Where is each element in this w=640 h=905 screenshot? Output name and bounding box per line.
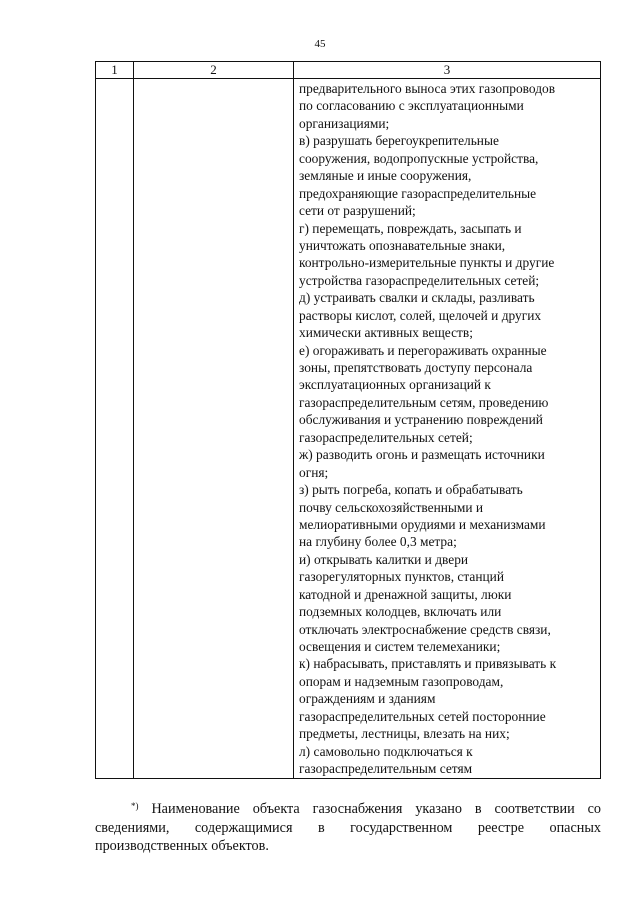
column-3-cell	[294, 79, 601, 779]
footnote-line	[95, 800, 601, 819]
footnote-text: Наименование объекта газоснабжения указано в соответствии со	[151, 801, 602, 817]
text-line: в) разрушать берегоукрепительные	[299, 133, 499, 149]
text-line: зоны, препятствовать доступу персонала	[299, 360, 533, 375]
column-header-3: 3	[294, 62, 601, 79]
text-line: сооружения, водопропускные устройства,	[299, 150, 539, 166]
text-line: опорам и надземным газопроводам,	[299, 673, 504, 689]
text-line: газорегуляторных пунктов, станций	[299, 569, 505, 585]
text-line: и) открывать калитки и двери	[299, 551, 469, 567]
text-line: ж) разводить огонь и размещать источники	[299, 447, 545, 463]
column-2-cell	[134, 79, 294, 779]
text-line: уничтожать опознавательные знаки,	[299, 237, 506, 253]
text-line: растворы кислот, солей, щелочей и других	[299, 307, 542, 323]
text-line: е) огораживать и перегораживать охранные	[299, 342, 547, 358]
text-line: г) перемещать, повреждать, засыпать и	[299, 220, 522, 236]
text-line: предварительного выноса этих газопроводов	[299, 81, 556, 96]
text-line: л) самовольно подключаться к	[299, 743, 473, 759]
column-1-cell	[96, 79, 134, 779]
text-line: освещения и систем телемеханики;	[299, 639, 501, 654]
text-line: предохраняющие газораспределительные	[299, 185, 537, 201]
text-line: обслуживания и устранению повреждений	[299, 412, 543, 428]
text-line: почву сельскохозяйственными и	[299, 499, 484, 515]
text-line: газораспределительных сетей;	[299, 429, 473, 445]
text-line: мелиоративными орудиями и механизмами	[299, 516, 546, 532]
text-line: отключать электроснабжение средств связи,	[299, 621, 551, 637]
text-line: контрольно-измерительные пункты и другие	[299, 255, 555, 271]
footnote-marker: *)	[131, 801, 139, 811]
text-line: эксплуатационных организаций к	[299, 377, 491, 393]
text-line: д) устраивать свалки и склады, разливать	[299, 290, 535, 306]
page-number: 45	[314, 38, 326, 50]
text-line: з) рыть погреба, копать и обрабатывать	[299, 482, 523, 498]
text-line: химически активных веществ;	[299, 325, 473, 341]
text-line: ограждениям и зданиям	[299, 691, 436, 707]
column-header-2: 2	[134, 62, 294, 79]
text-line: земляные и иные сооружения,	[299, 168, 472, 184]
text-line: газораспределительным сетям, проведению	[299, 394, 549, 410]
table-body-row	[96, 79, 601, 779]
footnote-line: производственных объектов.	[95, 838, 269, 855]
text-line: предметы, лестницы, влезать на них;	[299, 726, 510, 742]
footnote	[95, 800, 601, 856]
table-header-row	[96, 62, 601, 79]
text-line: на глубину более 0,3 метра;	[299, 534, 457, 550]
text-line: газораспределительным сетям	[299, 761, 473, 777]
document-table	[95, 61, 601, 779]
text-line: устройства газораспределительных сетей;	[299, 272, 540, 288]
text-line: сети от разрушений;	[299, 203, 416, 219]
text-line: огня;	[299, 464, 329, 480]
column-header-1: 1	[96, 62, 134, 79]
text-line: подземных колодцев, включать или	[299, 604, 502, 620]
column-3-text	[294, 79, 600, 778]
text-line: по согласованию с эксплуатационными	[299, 98, 524, 114]
text-line: газораспределительных сетей посторонние	[299, 708, 546, 724]
text-line: катодной и дренажной защиты, люки	[299, 586, 512, 602]
text-line: организациями;	[299, 115, 390, 131]
text-line: к) набрасывать, приставлять и привязывать к	[299, 656, 557, 672]
footnote-line: сведениями, содержащимися в государственном реестре опасных	[95, 819, 601, 836]
